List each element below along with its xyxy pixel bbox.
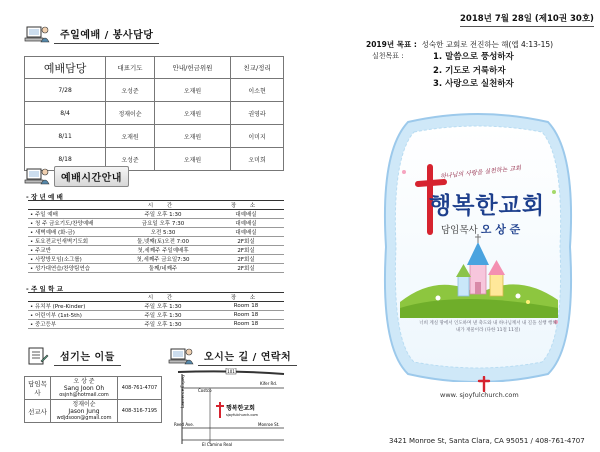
table-row <box>28 311 284 320</box>
list-item: 3. 사랑으로 실천하자 <box>433 79 514 89</box>
service-date: 8/18 <box>25 148 106 171</box>
service-table-header <box>25 57 284 79</box>
service-fellowship: 권영라 <box>231 102 284 125</box>
service-date: 8/11 <box>25 125 106 148</box>
lawrence-label: Lawrence Expwy <box>180 374 185 408</box>
table-row <box>28 228 284 237</box>
camino-label: El Camino Real <box>202 442 233 447</box>
staff-phone: 408-316-7195 <box>118 400 162 423</box>
map-section-header <box>168 346 297 366</box>
service-table <box>24 56 284 171</box>
list-item: 2. 기도로 거룩하자 <box>433 65 506 76</box>
small-cross-icon <box>476 376 492 392</box>
service-fellowship: 이미지 <box>231 125 284 148</box>
table-row <box>28 264 284 273</box>
map-church-label: 행복한교회 <box>226 405 255 412</box>
program-place: 대예배실 <box>208 210 284 219</box>
program-time: 주일 오후 1:30 <box>118 210 208 219</box>
church-tagline: 하나님의 사랑을 실천하는 교회 <box>439 164 522 181</box>
pastor-name: 오 상 준 <box>480 223 521 236</box>
reed-label: Reed Ave. <box>174 422 194 427</box>
service-header-cell: 예배담당 <box>25 57 106 79</box>
adult-worship-table <box>28 200 284 273</box>
school-worship-table <box>28 292 284 329</box>
staff-role: 담임목사 <box>25 377 51 400</box>
program-time: 금요일 오후 7:30 <box>118 219 208 228</box>
practice-goals <box>433 51 514 92</box>
staff-name-ko: 오 상 준 <box>73 377 95 385</box>
program-time: 오전 5:30 <box>118 228 208 237</box>
table-row <box>28 246 284 255</box>
goal-text: 성숙한 교회로 전진하는 해(엡 4:13-15) <box>421 40 554 49</box>
service-fellowship: 오미희 <box>231 148 284 171</box>
program-name: • 토요전교인새벽기도회 <box>28 237 118 246</box>
service-header-cell: 대표기도 <box>106 57 155 79</box>
program-name: • 성가대연습/찬양팀연습 <box>28 264 118 273</box>
time-header-cell: 시 간 <box>118 293 208 302</box>
program-name: • 유치부 (Pre-Kinder) <box>28 302 118 311</box>
program-name: • 주일 예배 <box>28 210 118 219</box>
program-place: 2F회실 <box>208 246 284 255</box>
service-fellowship: 이소현 <box>231 79 284 102</box>
staff-name-cell <box>51 377 118 400</box>
service-prayer: 오성준 <box>106 148 155 171</box>
staff-phone: 408-761-4707 <box>118 377 162 400</box>
program-place: 대예배실 <box>208 228 284 237</box>
staff-name-cell <box>51 400 118 423</box>
program-place: 2F회실 <box>208 237 284 246</box>
program-name: • 청 주 금요기도/찬양예배 <box>28 219 118 228</box>
program-time: 첫,세째주 주일예배후 <box>118 246 208 255</box>
service-prayer: 정재이순 <box>106 102 155 125</box>
table-row <box>28 320 284 329</box>
annual-goal <box>366 39 553 50</box>
table-row <box>25 125 284 148</box>
service-prayer: 오성준 <box>106 79 155 102</box>
computer-person-icon <box>24 24 50 44</box>
program-time: 주일 오후 1:30 <box>118 302 208 311</box>
time-header-cell <box>28 293 118 302</box>
time-header-cell: 장 소 <box>208 201 284 210</box>
service-date: 7/28 <box>25 79 106 102</box>
staff-section-header <box>24 346 121 366</box>
program-place: Room 18 <box>208 320 284 329</box>
practice-label: 실천목표 : <box>372 52 404 60</box>
program-time: 주일 오후 1:30 <box>118 320 208 329</box>
service-prayer: 오재원 <box>106 125 155 148</box>
time-header-cell: 시 간 <box>118 201 208 210</box>
program-place: Room 18 <box>208 302 284 311</box>
staff-name-en: Jason Jung <box>68 407 100 415</box>
cover-verse: 너희 계실 땅에서 인도하며 낸 축도와 내 하나님께서 내 길을 실행 행해 내가 재물이라 (다한 11절 11절) <box>419 321 557 333</box>
time-header-cell <box>28 201 118 210</box>
program-name: • 새벽예배 (화-금) <box>28 228 118 237</box>
service-usher: 오재원 <box>154 79 230 102</box>
computer-person-icon <box>24 166 50 186</box>
table-row <box>28 237 284 246</box>
program-time: 첫,세째주 금요일7:30 <box>118 255 208 264</box>
program-name: • 주교반 <box>28 246 118 255</box>
staff-section-title: 섬기는 이들 <box>54 346 121 366</box>
table-row <box>28 255 284 264</box>
service-section-header <box>24 24 159 44</box>
church-website[interactable]: www. sjoyfulchurch.com <box>440 391 519 399</box>
table-header <box>28 201 284 210</box>
program-time: 주일 오후 1:30 <box>118 311 208 320</box>
service-date: 8/4 <box>25 102 106 125</box>
school-worship-label: - 주 일 학 교 <box>26 285 63 293</box>
program-name: • 사랑방모임(소그룹) <box>28 255 118 264</box>
service-usher: 오재원 <box>154 102 230 125</box>
worship-section-header <box>24 166 129 186</box>
notepad-icon <box>24 346 50 366</box>
church-address: 3421 Monroe St, Santa Clara, CA 95051 / 408-761-4707 <box>389 437 585 445</box>
table-row <box>25 79 284 102</box>
table-row <box>28 219 284 228</box>
costco-label: Costco <box>198 388 212 393</box>
cover-illustration <box>378 112 578 382</box>
kifer-label: Kifer Rd. <box>260 381 278 386</box>
table-row <box>25 377 162 400</box>
staff-name-ko: 정재이순 <box>72 400 96 408</box>
staff-table <box>24 376 162 423</box>
service-usher: 오재원 <box>154 125 230 148</box>
adult-worship-label: - 장 년 예 배 <box>26 193 63 201</box>
computer-person-icon <box>168 346 194 366</box>
table-row <box>28 302 284 311</box>
pastor-label: 담임목사 <box>441 225 478 236</box>
map-church-url: sjoyfulchurch.com <box>226 413 258 417</box>
staff-name-en: Sang Joon Oh <box>63 384 105 392</box>
program-place: 2F회실 <box>208 255 284 264</box>
church-name: 행복한교회 <box>429 193 546 219</box>
program-place: 대예배실 <box>208 219 284 228</box>
bulletin-date: 2018년 7월 28일 (제10권 30호) <box>460 14 594 24</box>
program-time: 둘째/네째주 <box>118 264 208 273</box>
service-section-title: 주일예배 / 봉사담당 <box>54 24 159 44</box>
list-item: 1. 말씀으로 풍성하자 <box>433 52 514 62</box>
service-header-cell: 친교/정리 <box>231 57 284 79</box>
program-place: 2F회실 <box>208 264 284 273</box>
staff-email[interactable]: wdjdsoon@gmail.com <box>56 414 112 421</box>
worship-section-title: 예배시간안내 <box>54 166 129 187</box>
staff-role: 선교사 <box>25 400 51 423</box>
directions-map <box>172 368 288 448</box>
table-row <box>28 210 284 219</box>
program-time: 둘,넷째(토)오전 7:00 <box>118 237 208 246</box>
goal-label: 2019년 목표 : <box>366 40 417 49</box>
monroe-label: Monroe St. <box>258 422 280 427</box>
map-section-title: 오시는 길 / 연락처 <box>198 346 297 366</box>
program-place: Room 18 <box>208 311 284 320</box>
program-name: • 중고등부 <box>28 320 118 329</box>
table-header <box>28 293 284 302</box>
service-header-cell: 안내/헌금위원 <box>154 57 230 79</box>
staff-email[interactable]: osjnh@hotmail.com <box>59 391 109 398</box>
pastor-line <box>441 221 520 237</box>
freeway-label: 101 <box>227 369 235 374</box>
time-header-cell: 장 소 <box>208 293 284 302</box>
program-name: • 어린이부 (1st-5th) <box>28 311 118 320</box>
service-usher: 오재원 <box>154 148 230 171</box>
table-row <box>25 400 162 423</box>
table-row <box>25 102 284 125</box>
